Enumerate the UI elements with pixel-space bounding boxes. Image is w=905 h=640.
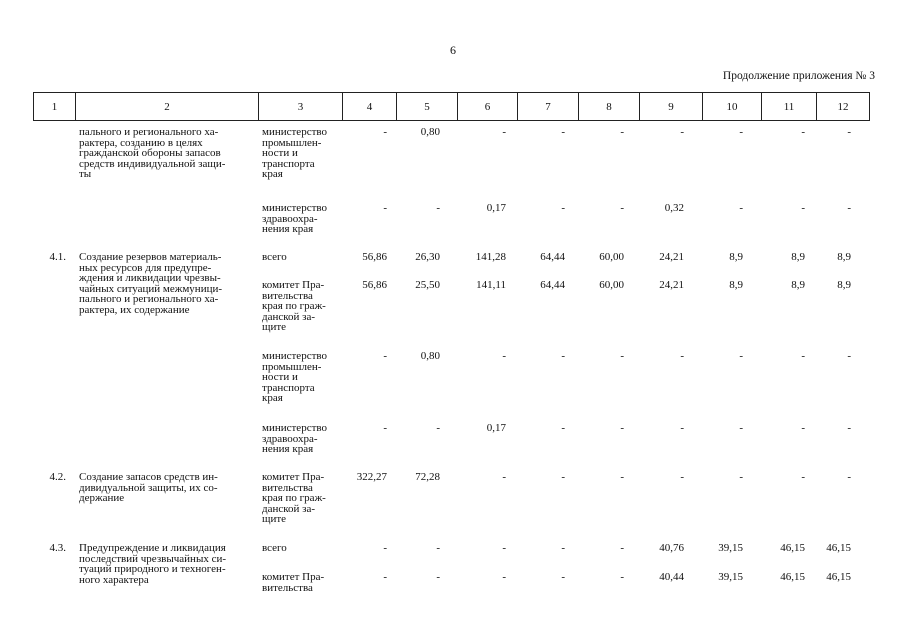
value-cell: - [561,471,565,483]
value-cell: 8,9 [791,251,805,263]
value-cell: - [561,350,565,362]
value-cell: 8,9 [729,279,743,291]
header-cell: 3 [259,93,343,121]
value-cell: - [739,350,743,362]
executor: всего [262,542,287,554]
table-row [33,126,869,180]
value-cell: 72,28 [415,471,440,483]
value-cell: - [561,571,565,583]
header-cell: 10 [703,93,762,121]
measure-description: Предупреждение и ликвидация последствий чрезвычайных си- туаций природного и техноген- ного характера [79,542,227,586]
value-cell: - [680,126,684,138]
value-cell: 40,76 [659,542,684,554]
header-cell: 11 [762,93,817,121]
value-cell: 8,9 [837,279,851,291]
value-cell: 8,9 [837,251,851,263]
measure-description: пального и регионального ха- рактера, созданию в целях гражданской обороны запасов средств индивидуальной защи- ты [79,126,226,180]
value-cell: - [739,471,743,483]
header-cell: 2 [76,93,259,121]
value-cell: 24,21 [659,279,684,291]
value-cell: - [620,350,624,362]
value-cell: - [847,471,851,483]
value-cell: - [801,202,805,214]
row-number: 4.2. [49,471,66,483]
value-cell: - [620,422,624,434]
value-cell: - [739,202,743,214]
value-cell: - [620,126,624,138]
table-row [33,571,869,594]
value-cell: - [561,422,565,434]
executor: всего [262,251,287,263]
continuation-label: Продолжение приложения № 3 [722,70,875,82]
value-cell: - [383,202,387,214]
value-cell: 26,30 [415,251,440,263]
executor: министерство промышлен- ности и транспорта края [262,126,328,180]
value-cell: 60,00 [599,251,624,263]
executor: комитет Пра- вительства [262,571,325,594]
value-cell: 8,9 [791,279,805,291]
value-cell: 39,15 [718,571,743,583]
value-cell: - [436,571,440,583]
executor: комитет Пра- вительства края по граж- данской за- щите [262,279,326,333]
value-cell: - [561,126,565,138]
value-cell: 141,28 [475,251,506,263]
value-cell: - [502,542,506,554]
value-cell: 24,21 [659,251,684,263]
value-cell: - [436,542,440,554]
value-cell: 56,86 [362,251,387,263]
value-cell: - [739,422,743,434]
value-cell: - [620,571,624,583]
value-cell: - [620,542,624,554]
executor: министерство промышлен- ности и транспорта края [262,350,328,404]
value-cell: - [739,126,743,138]
value-cell: 8,9 [729,251,743,263]
value-cell: 46,15 [826,571,851,583]
value-cell: 56,86 [362,279,387,291]
value-cell: 0,80 [420,350,440,362]
executor: комитет Пра- вительства края по граж- данской за- щите [262,471,326,525]
measure-description: Создание резервов материаль- ных ресурсов для предупре- ждения и ликвидации чрезвы- чайных ситуаций межмуници- пального и регионального ха- рактера, их содержание [79,251,223,316]
value-cell: - [502,126,506,138]
header-cell: 6 [458,93,518,121]
value-cell: - [847,202,851,214]
value-cell: - [436,422,440,434]
page-number: 6 [450,43,456,57]
value-cell: 40,44 [659,571,684,583]
header-cell: 9 [640,93,703,121]
value-cell: - [502,350,506,362]
value-cell: - [847,126,851,138]
value-cell: - [561,202,565,214]
value-cell: - [847,350,851,362]
value-cell: 322,27 [356,471,387,483]
header-cell: 8 [579,93,640,121]
value-cell: - [801,471,805,483]
header-cell: 7 [518,93,579,121]
table-row [33,350,869,404]
value-cell: 0,17 [486,422,506,434]
measure-description: Создание запасов средств ин- дивидуальной защиты, их со- держание [79,471,218,504]
value-cell: - [801,350,805,362]
value-cell: - [801,126,805,138]
value-cell: - [680,350,684,362]
table-row [33,202,869,235]
table-row [33,471,869,525]
value-cell: - [502,571,506,583]
value-cell: - [383,350,387,362]
header-cell: 1 [34,93,76,121]
header-cell: 5 [397,93,458,121]
value-cell: - [620,471,624,483]
value-cell: - [801,422,805,434]
value-cell: - [502,471,506,483]
column-header-table [33,92,870,121]
value-cell: - [436,202,440,214]
value-cell: 141,11 [476,279,506,291]
value-cell: 64,44 [540,251,565,263]
value-cell: 0,80 [420,126,440,138]
header-cell: 12 [817,93,870,121]
table-row [33,422,869,455]
value-cell: 60,00 [599,279,624,291]
header-row [34,93,870,121]
value-cell: - [680,422,684,434]
row-number: 4.3. [49,542,66,554]
value-cell: 0,32 [664,202,684,214]
value-cell: 25,50 [415,279,440,291]
executor: министерство здравоохра- нения края [262,422,328,455]
value-cell: 39,15 [718,542,743,554]
value-cell: - [383,542,387,554]
value-cell: - [620,202,624,214]
value-cell: - [383,571,387,583]
value-cell: 46,15 [780,542,805,554]
value-cell: 46,15 [826,542,851,554]
value-cell: - [847,422,851,434]
value-cell: - [383,422,387,434]
value-cell: - [680,471,684,483]
value-cell: 0,17 [486,202,506,214]
value-cell: 64,44 [540,279,565,291]
header-cell: 4 [343,93,397,121]
executor: министерство здравоохра- нения края [262,202,328,235]
value-cell: 46,15 [780,571,805,583]
value-cell: - [561,542,565,554]
row-number: 4.1. [49,251,66,263]
value-cell: - [383,126,387,138]
